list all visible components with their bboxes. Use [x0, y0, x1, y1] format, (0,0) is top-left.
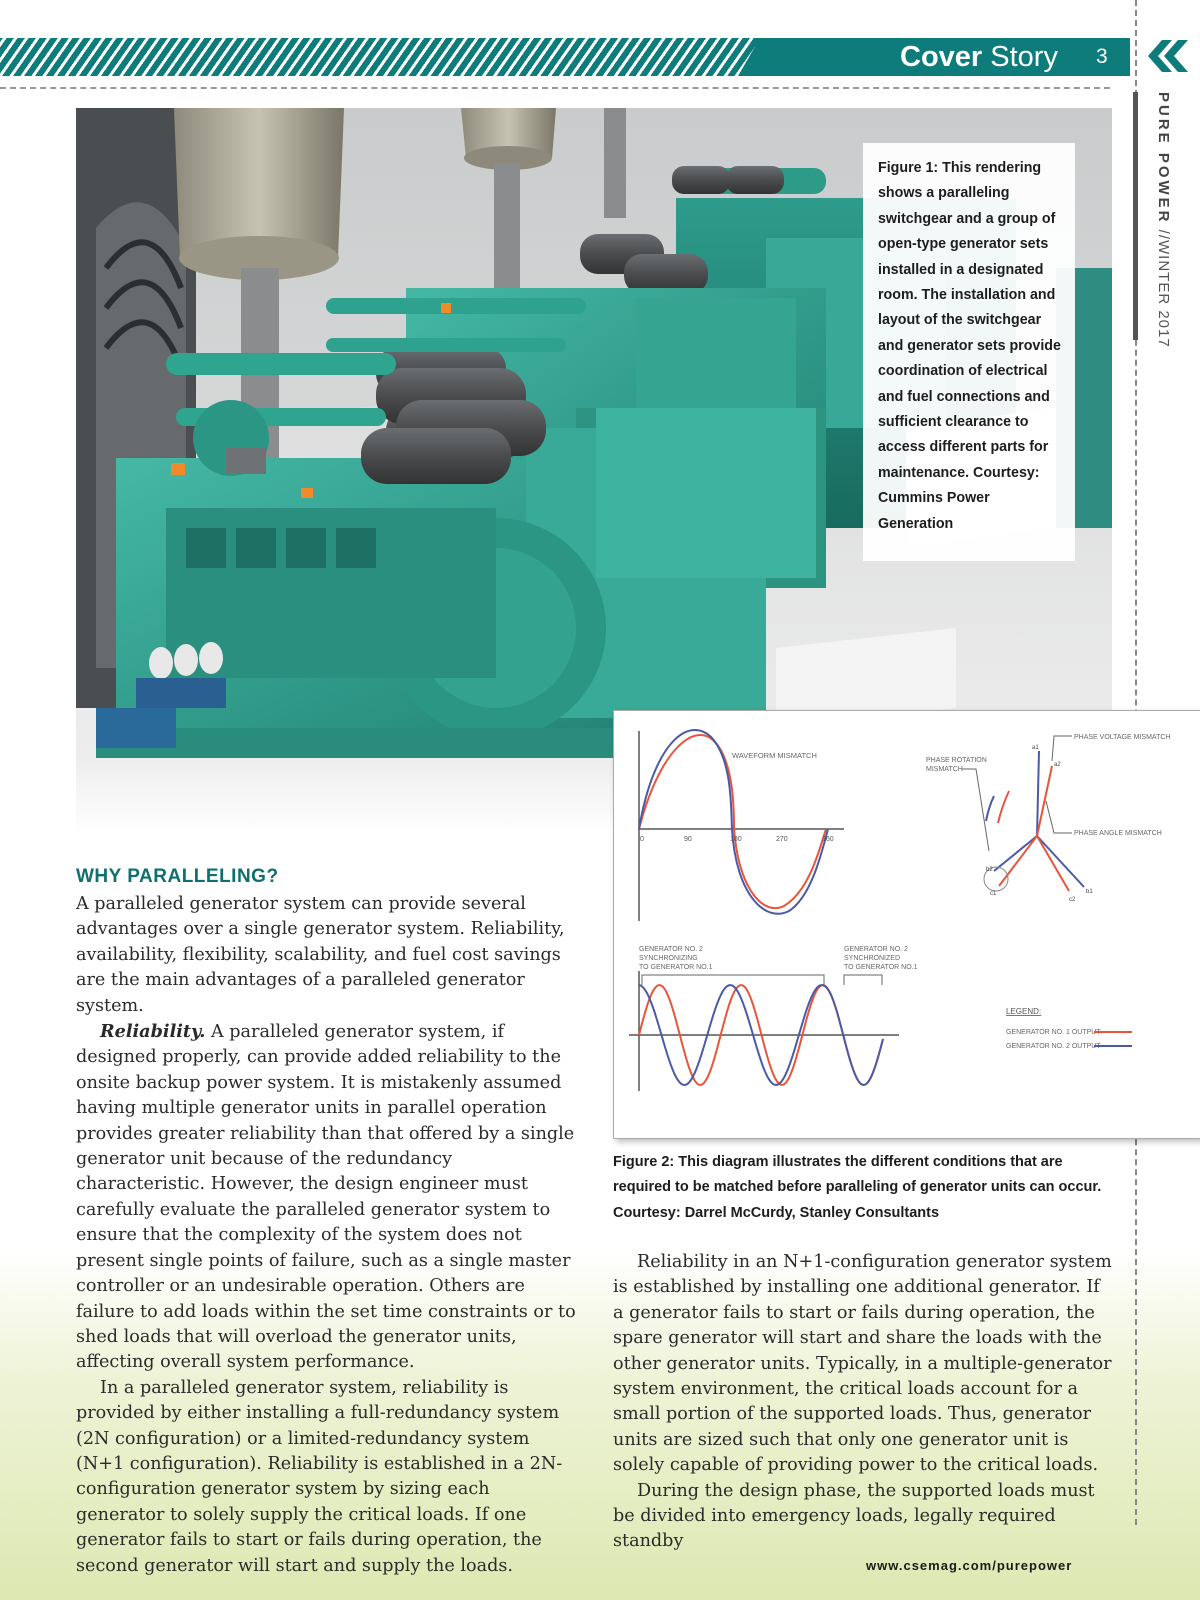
section-heading: WHY PARALLELING? [76, 866, 279, 887]
label-phase-rotation-2: MISMATCH [926, 766, 963, 773]
label-waveform-mismatch: WAVEFORM MISMATCH [732, 751, 817, 760]
legend-gen1: GENERATOR NO. 1 OUTPUT [1006, 1029, 1101, 1036]
tick-label-90: 90 [684, 836, 692, 843]
vector-c1: c1 [990, 891, 997, 897]
paragraph-1: A paralleled generator system can provide several advantages over a single generator system. Reliability, availability, flexibility, scalability, and fuel cost savings are the main advantages of a paralleled generator system. [76, 894, 565, 1016]
paragraph-5: During the design phase, the supported loads must be divided into emergency loads, legally required standby [613, 1480, 1095, 1552]
label-sync-3: TO GENERATOR NO.1 [639, 964, 713, 971]
label-phase-voltage: PHASE VOLTAGE MISMATCH [1074, 734, 1171, 741]
vector-c2: c2 [1069, 897, 1076, 903]
legend-gen2: GENERATOR NO. 2 OUTPUT [1006, 1043, 1101, 1050]
double-chevron-left-icon [1140, 36, 1190, 76]
tick-label-270: 270 [776, 836, 788, 843]
figure-2-caption: Figure 2: This diagram illustrates the different conditions that are required to be matched before paralleling of generator units can occur. Courtesy: Darrel McCurdy, Stanley Consultants [613, 1154, 1102, 1221]
vector-b2: b2 [986, 867, 993, 873]
article-column-right [613, 1250, 1113, 1555]
paragraph-4: Reliability in an N+1-configuration generator system is established by installing one additional generator. If a generator fails to start or fails during operation, the spare generator will start and share the loads with the other generator units. Typically, in a multiple-generator system environment, the critical loads account for a small portion of the supported loads. Thus, generator units are sized such that only one generator unit is solely capable of providing power to the critical loads. [613, 1252, 1112, 1476]
vector-b1: b1 [1086, 889, 1093, 895]
section-title: Cover Story [900, 41, 1058, 73]
tick-label-0: 0 [640, 836, 644, 843]
label-sync-1: GENERATOR NO. 2 [639, 946, 703, 953]
tick-label-360: 360 [822, 836, 834, 843]
page-number: 3 [1096, 45, 1108, 68]
legend-title: LEGEND: [1006, 1007, 1042, 1016]
article-column-left [76, 892, 576, 1579]
label-synced-3: TO GENERATOR NO.1 [844, 964, 918, 971]
label-phase-rotation-1: PHASE ROTATION [926, 757, 987, 764]
figure-2-diagram [613, 710, 1200, 1139]
label-sync-2: SYNCHRONIZING [639, 955, 698, 962]
footer-url: www.csemag.com/purepower [866, 1558, 1073, 1573]
figure-1-caption: Figure 1: This rendering shows a paralleling switchgear and a group of open-type generator sets installed in a designated room. The installation and layout of the switchgear and generator sets provide coordination of electrical and fuel connections and sufficient clearance to access different parts for maintenance. Courtesy: Cummins Power Generation [878, 159, 1061, 532]
vector-a1: a1 [1032, 745, 1039, 751]
header-divider [0, 87, 1110, 89]
issue-label: PURE POWER //WINTER 2017 [1155, 92, 1172, 348]
vector-a2: a2 [1054, 762, 1061, 768]
paragraph-3: In a paralleled generator system, reliability is provided by either installing a full-redundancy system (2N configuration) or a limited-redundancy system (N+1 configuration). Reliability is established in a 2N-configuration generator system by sizing each generator to solely supply the critical loads. If one generator fails to start or fails during operation, the second generator will start and supply the loads. [76, 1377, 563, 1576]
paragraph-2: Reliability. A paralleled generator system, if designed properly, can provide added reliability to the onsite backup power system. It is mistakenly assumed having multiple generator units in parallel operation provides greater reliability than that offered by a single generator unit because of the redundancy characteristic. However, the design engineer must carefully evaluate the paralleled generator system to ensure that the complexity of the system does not present single points of failure, such as a single master controller or an undesirable operation. Others are failure to add loads within the set time constraints or to shed loads that will overload the generator units, affecting overall system performance. [76, 1021, 576, 1373]
label-phase-angle: PHASE ANGLE MISMATCH [1074, 830, 1162, 837]
label-synced-2: SYNCHRONIZED [844, 955, 901, 962]
tick-label-180: 180 [730, 836, 742, 843]
label-synced-1: GENERATOR NO. 2 [844, 946, 908, 953]
